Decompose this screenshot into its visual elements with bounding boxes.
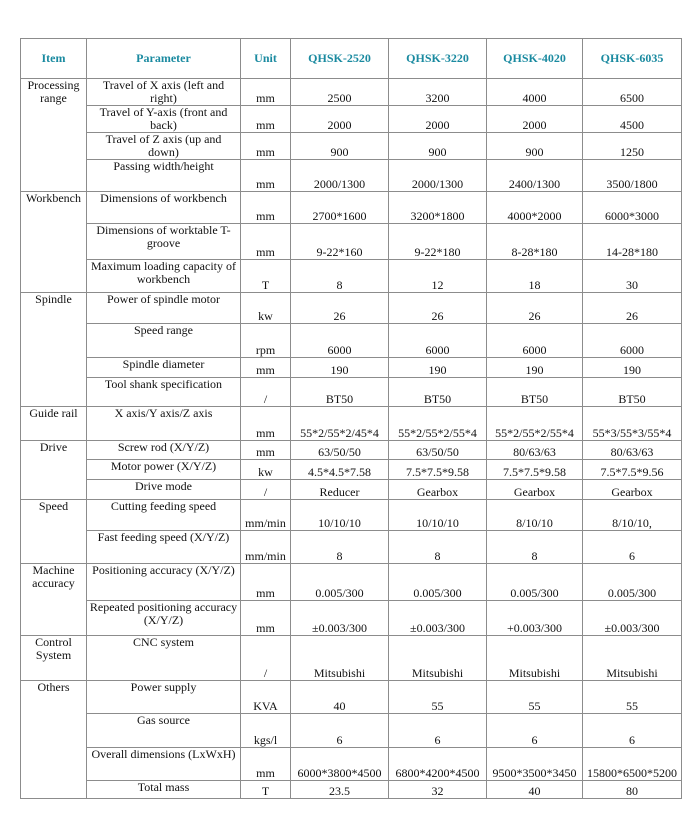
- spec-table: [20, 38, 682, 799]
- table-row: [21, 500, 682, 531]
- unit-cell: mm: [241, 106, 291, 133]
- value-cell-model-2: BT50: [389, 378, 487, 407]
- table-row: [21, 460, 682, 480]
- value-cell-model-2: 2000/1300: [389, 160, 487, 192]
- value-cell-model-1: 55*2/55*2/45*4: [291, 407, 389, 441]
- table-row: [21, 79, 682, 106]
- table-row: [21, 407, 682, 441]
- table-row: [21, 106, 682, 133]
- unit-cell: rpm: [241, 324, 291, 358]
- value-cell-model-4: 14-28*180: [583, 224, 682, 260]
- value-cell-model-2: 8: [389, 531, 487, 564]
- parameter-cell: Dimensions of workbench: [87, 192, 241, 224]
- unit-cell: KVA: [241, 681, 291, 714]
- value-cell-model-3: 18: [487, 260, 583, 293]
- value-cell-model-2: ±0.003/300: [389, 601, 487, 636]
- value-cell-model-4: 15800*6500*5200: [583, 748, 682, 781]
- value-cell-model-4: 6500: [583, 79, 682, 106]
- value-cell-model-4: 30: [583, 260, 682, 293]
- value-cell-model-3: 7.5*7.5*9.58: [487, 460, 583, 480]
- value-cell-model-2: 9-22*180: [389, 224, 487, 260]
- unit-cell: /: [241, 480, 291, 500]
- value-cell-model-3: 2000: [487, 106, 583, 133]
- unit-cell: kw: [241, 460, 291, 480]
- table-row: [21, 160, 682, 192]
- value-cell-model-2: 55*2/55*2/55*4: [389, 407, 487, 441]
- value-cell-model-3: 6: [487, 714, 583, 748]
- value-cell-model-1: 190: [291, 358, 389, 378]
- parameter-cell: Tool shank specification: [87, 378, 241, 407]
- parameter-cell: Passing width/height: [87, 160, 241, 192]
- value-cell-model-4: 80/63/63: [583, 441, 682, 460]
- value-cell-model-3: 4000*2000: [487, 192, 583, 224]
- value-cell-model-3: 26: [487, 293, 583, 324]
- parameter-cell: X axis/Y axis/Z axis: [87, 407, 241, 441]
- value-cell-model-3: 8-28*180: [487, 224, 583, 260]
- value-cell-model-1: 26: [291, 293, 389, 324]
- value-cell-model-4: 1250: [583, 133, 682, 160]
- value-cell-model-4: 8/10/10,: [583, 500, 682, 531]
- value-cell-model-1: 9-22*160: [291, 224, 389, 260]
- table-row: [21, 714, 682, 748]
- table-row: [21, 564, 682, 601]
- parameter-cell: Power supply: [87, 681, 241, 714]
- value-cell-model-2: 2000: [389, 106, 487, 133]
- parameter-cell: Positioning accuracy (X/Y/Z): [87, 564, 241, 601]
- table-row: [21, 192, 682, 224]
- value-cell-model-1: BT50: [291, 378, 389, 407]
- parameter-cell: Spindle diameter: [87, 358, 241, 378]
- table-row: [21, 224, 682, 260]
- group-item-cell: Machine accuracy: [21, 564, 87, 636]
- header-parameter: Parameter: [87, 39, 241, 79]
- value-cell-model-3: 8/10/10: [487, 500, 583, 531]
- table-row: [21, 324, 682, 358]
- value-cell-model-1: Reducer: [291, 480, 389, 500]
- parameter-cell: Dimensions of worktable T-groove: [87, 224, 241, 260]
- value-cell-model-3: 900: [487, 133, 583, 160]
- value-cell-model-4: 26: [583, 293, 682, 324]
- parameter-cell: Travel of X axis (left and right): [87, 79, 241, 106]
- unit-cell: mm: [241, 601, 291, 636]
- unit-cell: mm/min: [241, 500, 291, 531]
- value-cell-model-1: 8: [291, 531, 389, 564]
- table-row: [21, 133, 682, 160]
- parameter-cell: Maximum loading capacity of workbench: [87, 260, 241, 293]
- header-unit: Unit: [241, 39, 291, 79]
- header-model-1: QHSK-2520: [291, 39, 389, 79]
- parameter-cell: Screw rod (X/Y/Z): [87, 441, 241, 460]
- parameter-cell: Total mass: [87, 781, 241, 799]
- unit-cell: kgs/l: [241, 714, 291, 748]
- value-cell-model-1: 6000*3800*4500: [291, 748, 389, 781]
- value-cell-model-1: 2000: [291, 106, 389, 133]
- value-cell-model-1: 40: [291, 681, 389, 714]
- group-item-cell: Processing range: [21, 79, 87, 192]
- unit-cell: mm: [241, 358, 291, 378]
- parameter-cell: Drive mode: [87, 480, 241, 500]
- value-cell-model-4: 0.005/300: [583, 564, 682, 601]
- value-cell-model-2: 63/50/50: [389, 441, 487, 460]
- group-item-cell: Workbench: [21, 192, 87, 293]
- value-cell-model-4: Gearbox: [583, 480, 682, 500]
- value-cell-model-1: 8: [291, 260, 389, 293]
- value-cell-model-1: 2700*1600: [291, 192, 389, 224]
- value-cell-model-1: 6000: [291, 324, 389, 358]
- unit-cell: T: [241, 260, 291, 293]
- value-cell-model-2: 6800*4200*4500: [389, 748, 487, 781]
- value-cell-model-4: 80: [583, 781, 682, 799]
- unit-cell: /: [241, 378, 291, 407]
- header-row: [21, 39, 682, 79]
- unit-cell: /: [241, 636, 291, 681]
- unit-cell: T: [241, 781, 291, 799]
- value-cell-model-4: BT50: [583, 378, 682, 407]
- value-cell-model-2: 3200: [389, 79, 487, 106]
- table-row: [21, 601, 682, 636]
- header-model-4: QHSK-6035: [583, 39, 682, 79]
- value-cell-model-3: 190: [487, 358, 583, 378]
- value-cell-model-1: 900: [291, 133, 389, 160]
- value-cell-model-2: Gearbox: [389, 480, 487, 500]
- group-item-cell: Guide rail: [21, 407, 87, 441]
- parameter-cell: CNC system: [87, 636, 241, 681]
- value-cell-model-2: 55: [389, 681, 487, 714]
- parameter-cell: Fast feeding speed (X/Y/Z): [87, 531, 241, 564]
- value-cell-model-3: 9500*3500*3450: [487, 748, 583, 781]
- value-cell-model-2: 900: [389, 133, 487, 160]
- group-item-cell: Spindle: [21, 293, 87, 407]
- value-cell-model-2: 6: [389, 714, 487, 748]
- value-cell-model-3: 2400/1300: [487, 160, 583, 192]
- value-cell-model-4: 7.5*7.5*9.56: [583, 460, 682, 480]
- group-item-cell: Others: [21, 681, 87, 799]
- table-row: [21, 748, 682, 781]
- parameter-cell: Cutting feeding speed: [87, 500, 241, 531]
- value-cell-model-3: 55*2/55*2/55*4: [487, 407, 583, 441]
- parameter-cell: Overall dimensions (LxWxH): [87, 748, 241, 781]
- parameter-cell: Motor power (X/Y/Z): [87, 460, 241, 480]
- parameter-cell: Travel of Y-axis (front and back): [87, 106, 241, 133]
- value-cell-model-4: 6: [583, 714, 682, 748]
- header-model-2: QHSK-3220: [389, 39, 487, 79]
- value-cell-model-3: 55: [487, 681, 583, 714]
- value-cell-model-1: 4.5*4.5*7.58: [291, 460, 389, 480]
- unit-cell: mm: [241, 441, 291, 460]
- table-row: [21, 636, 682, 681]
- value-cell-model-3: 40: [487, 781, 583, 799]
- value-cell-model-1: 63/50/50: [291, 441, 389, 460]
- table-row: [21, 260, 682, 293]
- value-cell-model-4: 6: [583, 531, 682, 564]
- value-cell-model-2: 7.5*7.5*9.58: [389, 460, 487, 480]
- unit-cell: mm: [241, 79, 291, 106]
- table-row: [21, 531, 682, 564]
- parameter-cell: Speed range: [87, 324, 241, 358]
- value-cell-model-2: 10/10/10: [389, 500, 487, 531]
- value-cell-model-3: 0.005/300: [487, 564, 583, 601]
- table-row: [21, 378, 682, 407]
- value-cell-model-1: 6: [291, 714, 389, 748]
- value-cell-model-4: 6000*3000: [583, 192, 682, 224]
- value-cell-model-2: 26: [389, 293, 487, 324]
- unit-cell: mm: [241, 224, 291, 260]
- value-cell-model-4: ±0.003/300: [583, 601, 682, 636]
- value-cell-model-3: Mitsubishi: [487, 636, 583, 681]
- header-model-3: QHSK-4020: [487, 39, 583, 79]
- value-cell-model-1: 2500: [291, 79, 389, 106]
- value-cell-model-2: Mitsubishi: [389, 636, 487, 681]
- unit-cell: mm: [241, 133, 291, 160]
- unit-cell: mm: [241, 564, 291, 601]
- value-cell-model-4: 6000: [583, 324, 682, 358]
- value-cell-model-3: 80/63/63: [487, 441, 583, 460]
- value-cell-model-4: 190: [583, 358, 682, 378]
- group-item-cell: Speed: [21, 500, 87, 564]
- unit-cell: mm: [241, 748, 291, 781]
- table-row: [21, 358, 682, 378]
- value-cell-model-2: 12: [389, 260, 487, 293]
- value-cell-model-4: 3500/1800: [583, 160, 682, 192]
- unit-cell: mm: [241, 160, 291, 192]
- value-cell-model-2: 6000: [389, 324, 487, 358]
- value-cell-model-4: 55: [583, 681, 682, 714]
- parameter-cell: Gas source: [87, 714, 241, 748]
- parameter-cell: Repeated positioning accuracy (X/Y/Z): [87, 601, 241, 636]
- value-cell-model-1: ±0.003/300: [291, 601, 389, 636]
- value-cell-model-1: 23.5: [291, 781, 389, 799]
- header-item: Item: [21, 39, 87, 79]
- group-item-cell: Control System: [21, 636, 87, 681]
- value-cell-model-4: 55*3/55*3/55*4: [583, 407, 682, 441]
- parameter-cell: Travel of Z axis (up and down): [87, 133, 241, 160]
- unit-cell: mm/min: [241, 531, 291, 564]
- value-cell-model-4: 4500: [583, 106, 682, 133]
- unit-cell: mm: [241, 192, 291, 224]
- unit-cell: kw: [241, 293, 291, 324]
- value-cell-model-3: Gearbox: [487, 480, 583, 500]
- value-cell-model-3: 8: [487, 531, 583, 564]
- spec-body: [21, 79, 682, 799]
- group-item-cell: Drive: [21, 441, 87, 500]
- value-cell-model-1: 2000/1300: [291, 160, 389, 192]
- value-cell-model-1: 10/10/10: [291, 500, 389, 531]
- table-row: [21, 293, 682, 324]
- value-cell-model-1: 0.005/300: [291, 564, 389, 601]
- value-cell-model-1: Mitsubishi: [291, 636, 389, 681]
- value-cell-model-3: BT50: [487, 378, 583, 407]
- value-cell-model-3: +0.003/300: [487, 601, 583, 636]
- value-cell-model-4: Mitsubishi: [583, 636, 682, 681]
- table-row: [21, 441, 682, 460]
- table-row: [21, 681, 682, 714]
- table-row: [21, 781, 682, 799]
- value-cell-model-3: 4000: [487, 79, 583, 106]
- value-cell-model-2: 0.005/300: [389, 564, 487, 601]
- value-cell-model-2: 32: [389, 781, 487, 799]
- parameter-cell: Power of spindle motor: [87, 293, 241, 324]
- unit-cell: mm: [241, 407, 291, 441]
- table-row: [21, 480, 682, 500]
- value-cell-model-3: 6000: [487, 324, 583, 358]
- value-cell-model-2: 3200*1800: [389, 192, 487, 224]
- value-cell-model-2: 190: [389, 358, 487, 378]
